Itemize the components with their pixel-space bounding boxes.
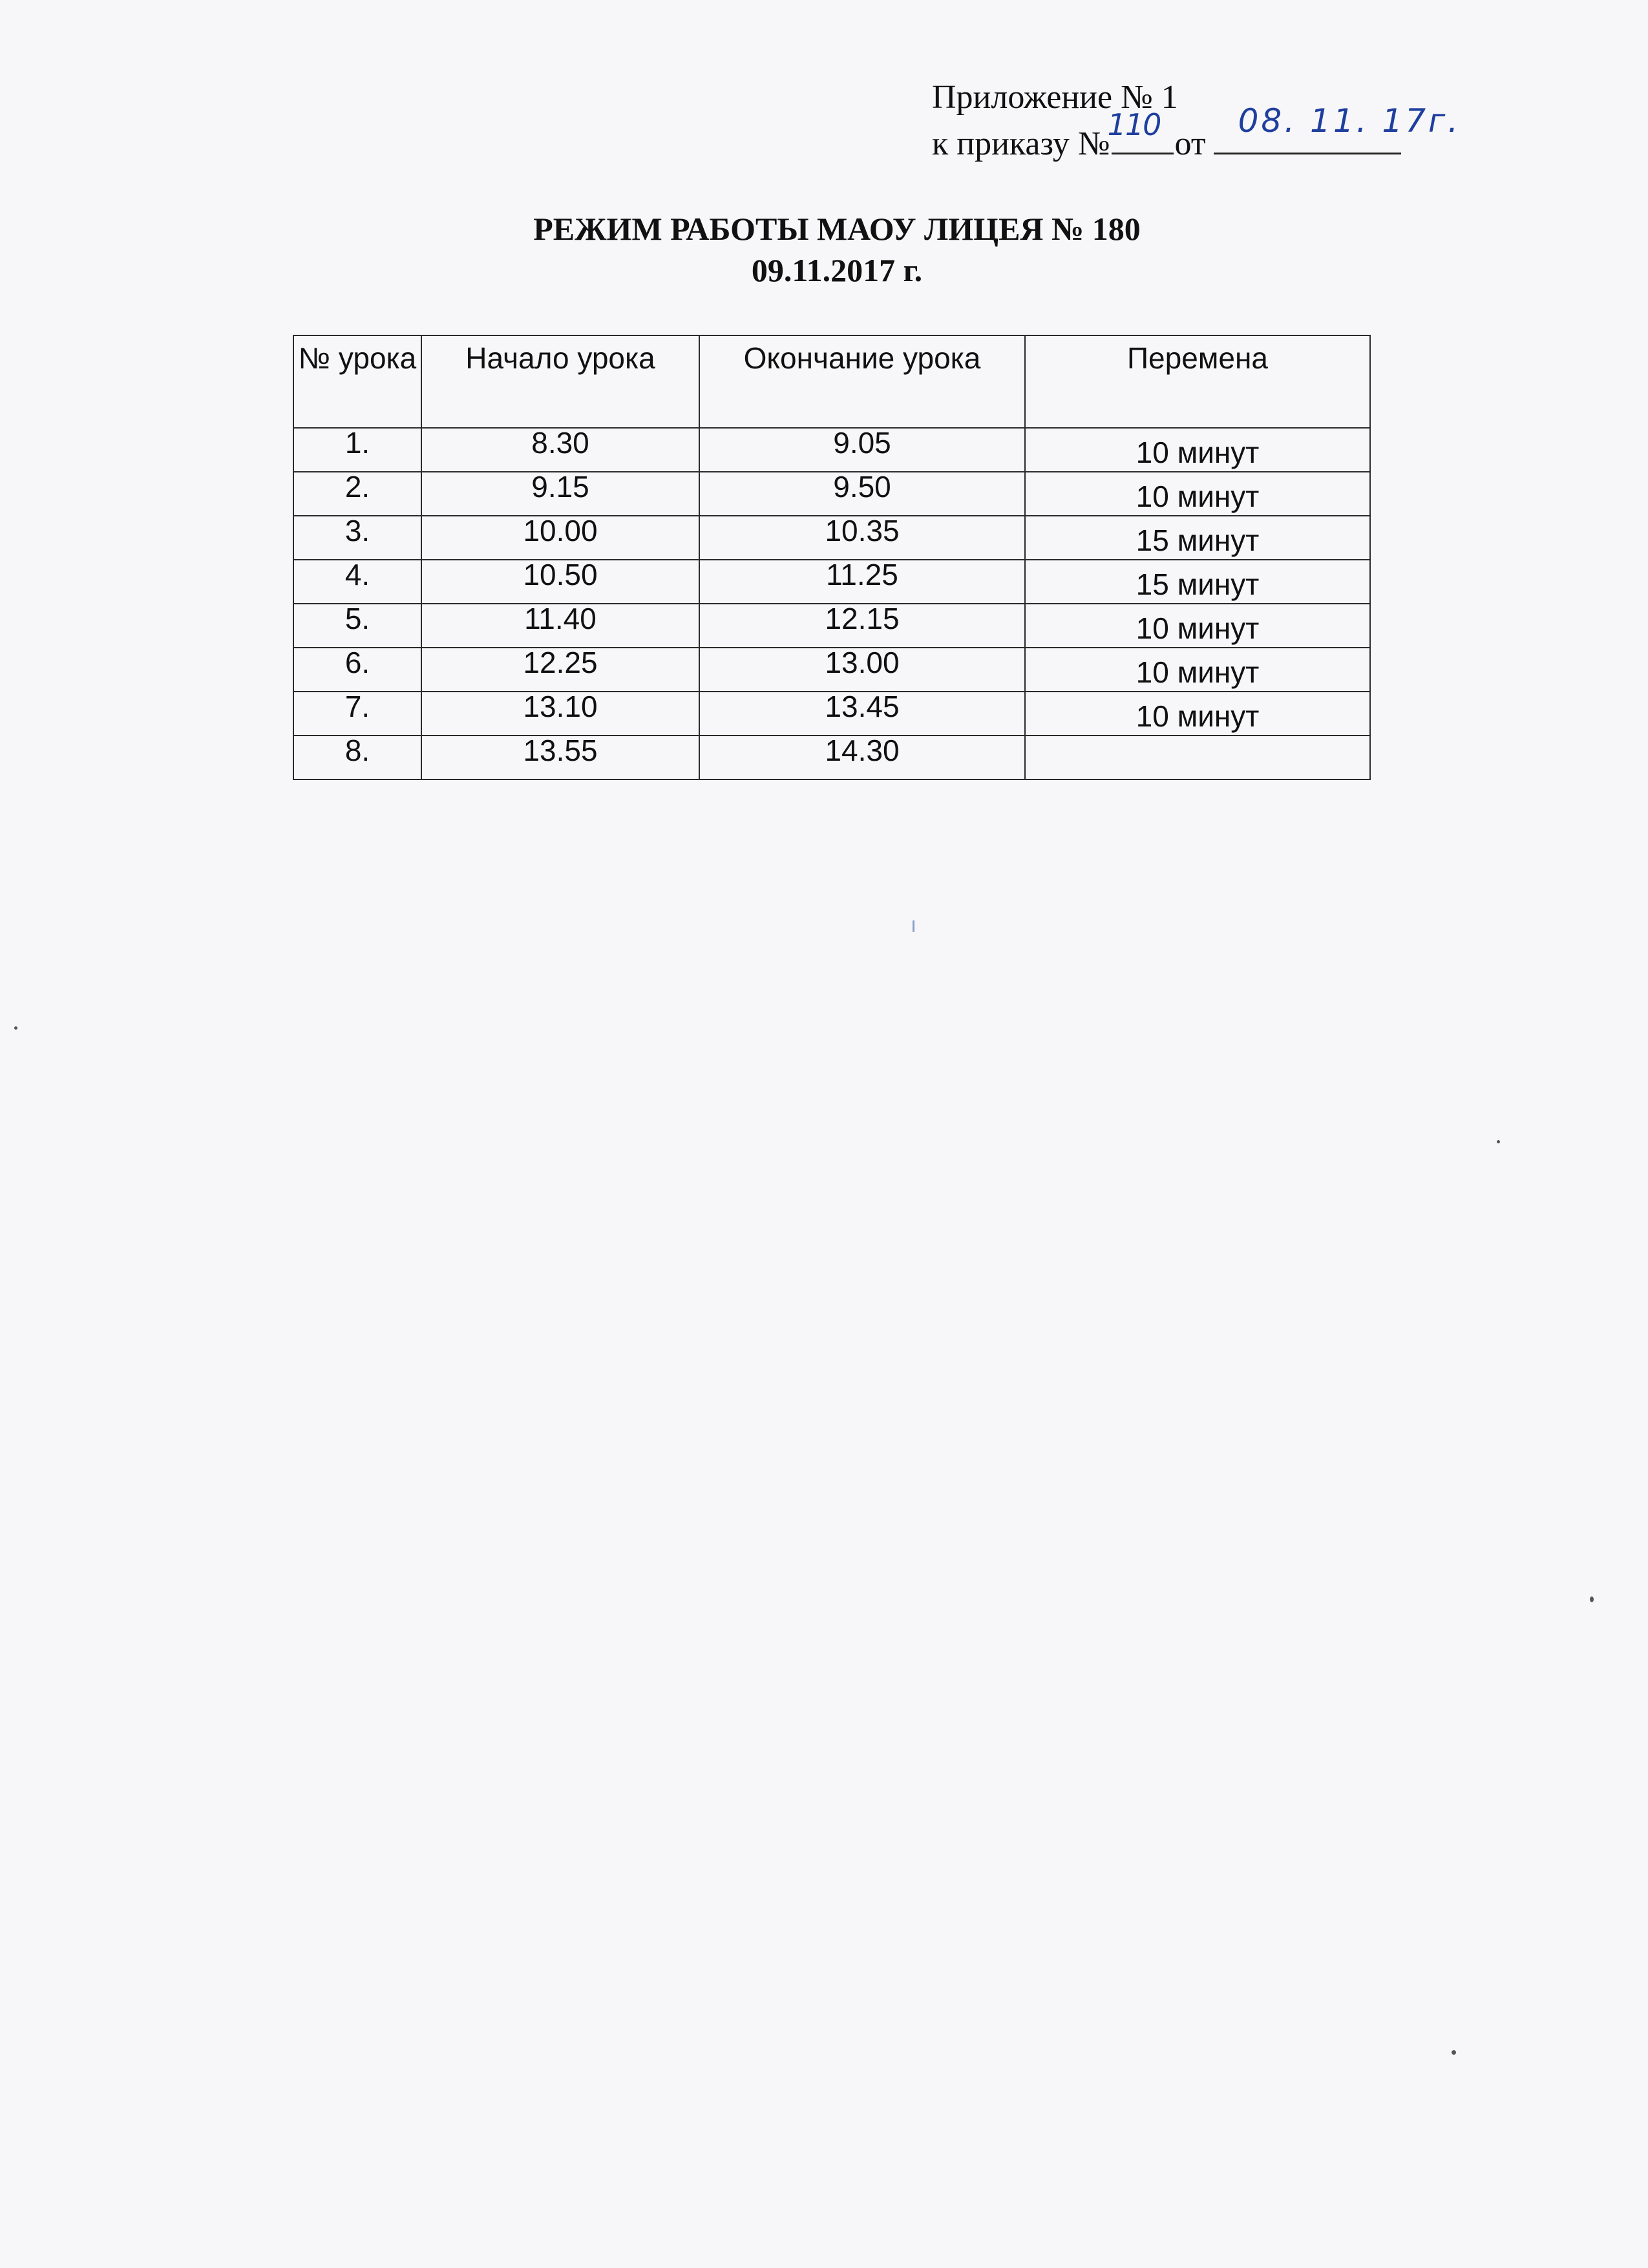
cell-break: 15 минут bbox=[1025, 560, 1370, 604]
cell-lesson-end: 12.15 bbox=[699, 604, 1025, 648]
table-row bbox=[293, 692, 1370, 736]
table-row bbox=[293, 516, 1370, 560]
cell-lesson-number: 3. bbox=[293, 516, 421, 560]
table-row bbox=[293, 428, 1370, 472]
lesson-schedule-table bbox=[293, 335, 1371, 780]
header-lesson-number: № урока bbox=[293, 335, 421, 428]
order-from-label: от bbox=[1174, 125, 1206, 162]
cell-break: 10 минут bbox=[1025, 472, 1370, 516]
cell-lesson-end: 9.05 bbox=[699, 428, 1025, 472]
cell-lesson-end: 11.25 bbox=[699, 560, 1025, 604]
order-date-field bbox=[1214, 102, 1461, 154]
table-row bbox=[293, 736, 1370, 779]
cell-lesson-end: 9.50 bbox=[699, 472, 1025, 516]
cell-lesson-number: 6. bbox=[293, 648, 421, 692]
cell-lesson-start: 10.50 bbox=[421, 560, 699, 604]
cell-break: 10 минут bbox=[1025, 692, 1370, 736]
appendix-reference bbox=[932, 76, 1461, 165]
order-date-handwritten: 08. 11. 17г. bbox=[1238, 102, 1461, 140]
scan-speck bbox=[1590, 1596, 1594, 1602]
cell-lesson-end: 10.35 bbox=[699, 516, 1025, 560]
cell-break: 10 минут bbox=[1025, 604, 1370, 648]
cell-lesson-start: 13.55 bbox=[421, 736, 699, 779]
header-lesson-end: Окончание урока bbox=[699, 335, 1025, 428]
cell-lesson-start: 8.30 bbox=[421, 428, 699, 472]
document-date: 09.11.2017 г. bbox=[751, 252, 923, 288]
cell-lesson-start: 11.40 bbox=[421, 604, 699, 648]
cell-lesson-end: 14.30 bbox=[699, 736, 1025, 779]
cell-lesson-number: 5. bbox=[293, 604, 421, 648]
cell-lesson-end: 13.45 bbox=[699, 692, 1025, 736]
cell-break: 10 минут bbox=[1025, 648, 1370, 692]
cell-break: 15 минут bbox=[1025, 516, 1370, 560]
table-body bbox=[293, 428, 1370, 779]
cell-lesson-start: 12.25 bbox=[421, 648, 699, 692]
cell-lesson-number: 7. bbox=[293, 692, 421, 736]
cell-lesson-start: 10.00 bbox=[421, 516, 699, 560]
cell-lesson-number: 8. bbox=[293, 736, 421, 779]
order-number-handwritten: 110 bbox=[1107, 107, 1161, 142]
order-number-field bbox=[1107, 107, 1174, 154]
scan-speck bbox=[1497, 1140, 1500, 1143]
cell-lesson-end: 13.00 bbox=[699, 648, 1025, 692]
cell-lesson-number: 4. bbox=[293, 560, 421, 604]
table-row bbox=[293, 648, 1370, 692]
cell-lesson-start: 9.15 bbox=[421, 472, 699, 516]
header-lesson-start: Начало урока bbox=[421, 335, 699, 428]
appendix-line-2 bbox=[932, 102, 1461, 165]
scan-speck bbox=[1452, 2050, 1456, 2055]
table-row bbox=[293, 560, 1370, 604]
appendix-line-1: Приложение № 1 bbox=[932, 79, 1178, 116]
document-title: РЕЖИМ РАБОТЫ МАОУ ЛИЦЕЯ № 180 bbox=[533, 211, 1141, 247]
table-row bbox=[293, 472, 1370, 516]
header-break: Перемена bbox=[1025, 335, 1370, 428]
scan-speck bbox=[14, 1026, 17, 1030]
scan-speck bbox=[913, 920, 914, 932]
cell-break bbox=[1025, 736, 1370, 779]
cell-break: 10 минут bbox=[1025, 428, 1370, 472]
table-header-row bbox=[293, 335, 1370, 428]
cell-lesson-start: 13.10 bbox=[421, 692, 699, 736]
order-prefix: к приказу № bbox=[932, 125, 1110, 162]
table-row bbox=[293, 604, 1370, 648]
cell-lesson-number: 2. bbox=[293, 472, 421, 516]
cell-lesson-number: 1. bbox=[293, 428, 421, 472]
